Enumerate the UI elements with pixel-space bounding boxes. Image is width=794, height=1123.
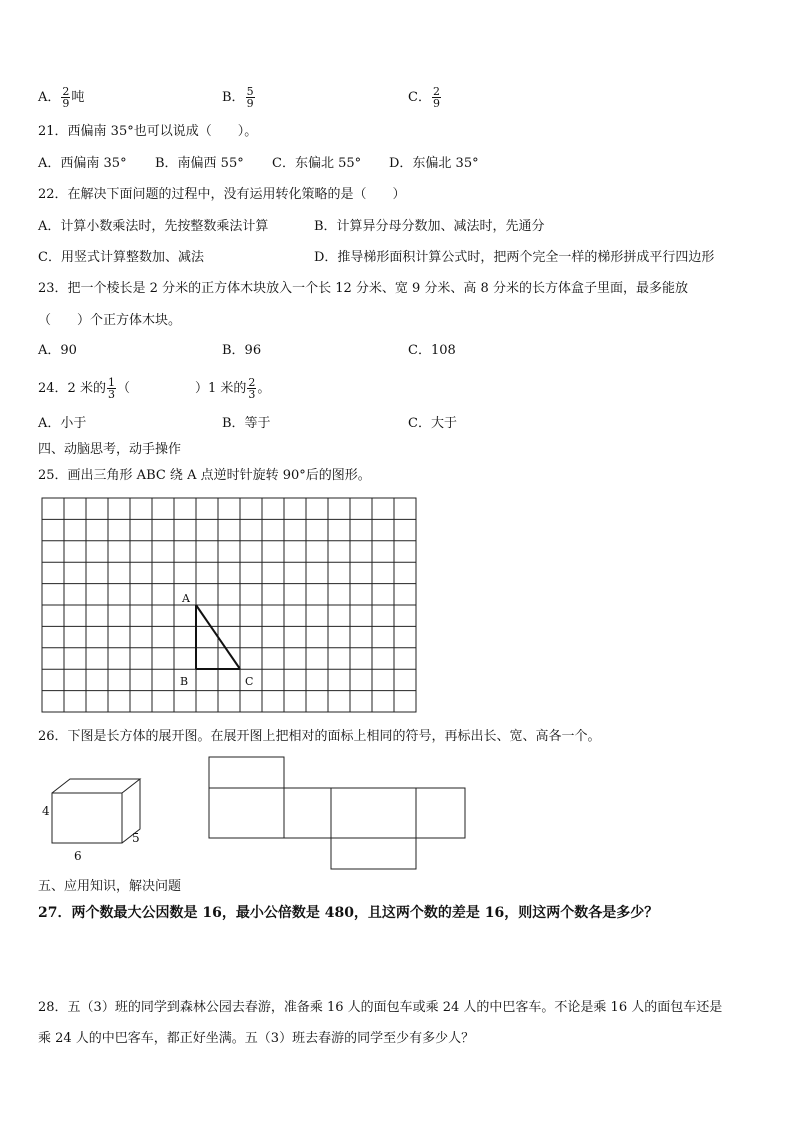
q28-question-line2: 乘 24 人的中巴客车，都正好坐满。五（3）班去春游的同学至少有多少人？	[38, 1031, 475, 1046]
q23-option-a: A．90	[38, 343, 77, 358]
q23-option-b: B．96	[222, 343, 262, 358]
q23-option-c: C．108	[408, 343, 456, 358]
q22-option-d: D．推导梯形面积计算公式时，把两个完全一样的梯形拼成平行四边形	[314, 250, 715, 265]
net-face-1	[209, 788, 284, 838]
q27-question: 27．两个数最大公因数是 16，最小公倍数是 480，且这两个数的差是 16，则这两个数各是多少？	[38, 905, 659, 921]
net-face-bottom	[331, 838, 416, 869]
length-label: 6	[74, 849, 82, 863]
q26-question: 26．下图是长方体的展开图。在展开图上把相对的面标上相同的符号，再标出长、宽、高各一个。	[38, 729, 601, 744]
q24-option-b: B．等于	[222, 416, 271, 431]
q20-option-a: A． $\frac{2}{9}$ 吨	[38, 85, 85, 110]
q21-option-b: B．南偏西 55°	[155, 156, 244, 171]
q21-option-a: A．西偏南 35°	[38, 156, 127, 171]
q23-question-line2: （ ）个正方体木块。	[38, 313, 182, 328]
net-face-3	[331, 788, 416, 838]
net-face-2	[284, 788, 331, 838]
q21-option-d: D．东偏北 35°	[389, 156, 479, 171]
q26-net-figure	[206, 754, 470, 874]
net-face-4	[416, 788, 465, 838]
width-label: 5	[132, 831, 140, 845]
section-title-5: 五、应用知识，解决问题	[38, 879, 182, 894]
point-a-label: A	[182, 592, 190, 605]
net-face-top	[209, 757, 284, 788]
q24-option-c: C．大于	[408, 416, 457, 431]
fraction: $\frac{1}{3}$	[107, 376, 115, 401]
fraction: $\frac{2}{9}$	[62, 85, 70, 110]
q25-grid-figure	[38, 494, 422, 718]
q23-question-line1: 23．把一个棱长是 2 分米的正方体木块放入一个长 12 分米、宽 9 分米、高 8 分米的长方体盒子里面，最多能放	[38, 281, 688, 296]
q28-question-line1: 28．五（3）班的同学到森林公园去春游，准备乘 16 人的面包车或乘 24 人的中巴客车。不论是乘 16 人的面包车还是	[38, 1000, 723, 1015]
q22-option-a: A．计算小数乘法时，先按整数乘法计算	[38, 219, 269, 234]
q22-question: 22．在解决下面问题的过程中，没有运用转化策略的是（ ）	[38, 187, 406, 202]
fraction: $\frac{2}{9}$	[432, 85, 440, 110]
q24-question: 24．2 米的 $\frac{1}{3}$ （ ）1 米的 $\frac{2}{3}$ 。	[38, 376, 271, 401]
q22-option-c: C．用竖式计算整数加、减法	[38, 250, 204, 265]
section-title-4: 四、动脑思考，动手操作	[38, 442, 182, 457]
point-b-label: B	[180, 675, 189, 688]
point-c-label: C	[245, 675, 254, 688]
q20-option-c: C． $\frac{2}{9}$	[408, 85, 440, 110]
q21-question: 21．西偏南 35°也可以说成（ ）。	[38, 124, 258, 139]
q26-cuboid-figure	[36, 775, 156, 865]
fraction: $\frac{2}{3}$	[248, 376, 256, 401]
q25-question: 25．画出三角形 ABC 绕 A 点逆时针旋转 90°后的图形。	[38, 468, 371, 483]
q20-option-b: B． $\frac{5}{9}$	[222, 85, 254, 110]
grid	[42, 498, 416, 712]
q24-option-a: A．小于	[38, 416, 87, 431]
q22-option-b: B．计算异分母分数加、减法时，先通分	[314, 219, 545, 234]
fraction: $\frac{5}{9}$	[246, 85, 254, 110]
q21-option-c: C．东偏北 55°	[272, 156, 362, 171]
height-label: 4	[42, 804, 50, 818]
